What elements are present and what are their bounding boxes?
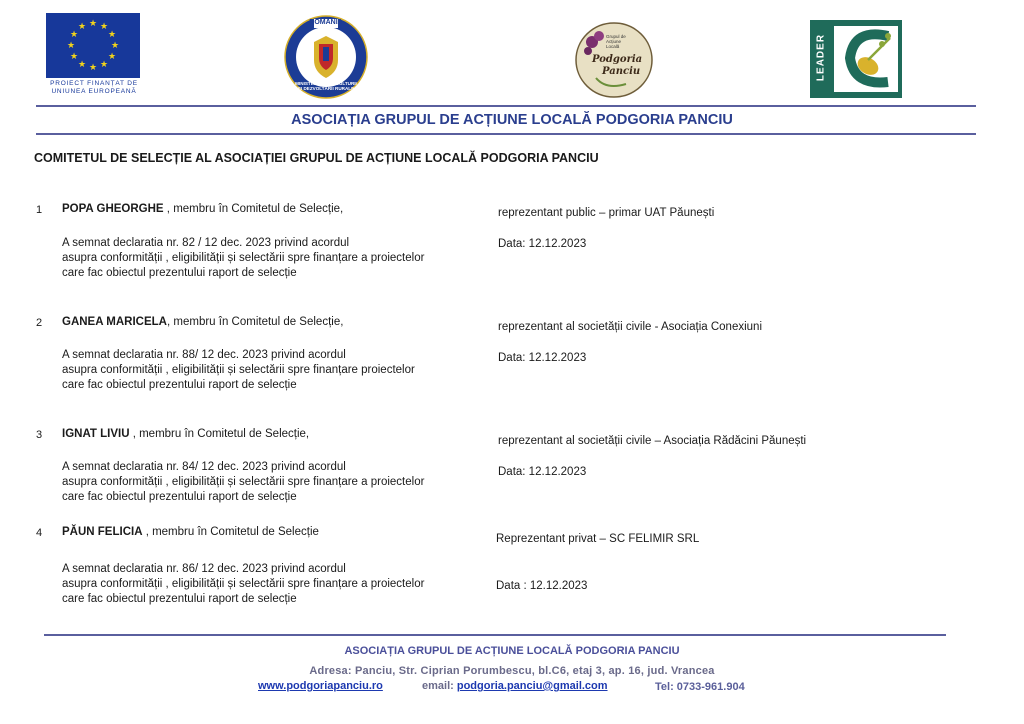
podgoria-name-2: Panciu [602,66,641,77]
committee-title: COMITETUL DE SELECȚIE AL ASOCIAȚIEI GRUPUL DE ACȚIUNE LOCALĂ PODGORIA PANCIU [34,151,599,165]
declaration-line: A semnat declaratia nr. 82 / 12 dec. 2023 privind acordul [62,237,350,249]
svg-text:★: ★ [107,30,117,40]
footer-email-label: email: [422,680,457,692]
svg-text:★: ★ [99,22,109,32]
member-number: 4 [36,527,43,539]
footer-email-link[interactable]: podgoria.panciu@gmail.com [456,680,608,692]
declaration-line: care fac obiectul prezentului raport de selecție [62,379,297,391]
eu-stars-icon [46,13,140,78]
eu-caption [42,80,146,96]
member-date: Data: 12.12.2023 [498,466,587,478]
declaration-line: care fac obiectul prezentului raport de selecție [62,593,297,605]
svg-text:★: ★ [77,60,87,70]
svg-text:★: ★ [107,52,117,62]
member-heading [62,525,319,540]
member-representative: reprezentant al societății civile – Asociația Rădăcini Păunești [498,435,807,447]
seal-ring-text: MINISTERUL AGRICULTURII ȘI DEZVOLTĂRII RURALE [295,81,357,91]
member-declaration [62,460,424,505]
seal-top-text: ROMÂNIA [309,19,343,26]
podgoria-line2: Acțiune [606,39,622,44]
member-declaration [62,348,415,393]
podgoria-line1: Grupul de [606,34,626,39]
declaration-line: A semnat declaratia nr. 88/ 12 dec. 2023 privind acordul [62,349,346,361]
member-role: , membru în Comitetul de Selecție, [163,203,344,215]
footer-website-link[interactable]: www.podgoriapanciu.ro [258,680,383,692]
svg-text:★: ★ [110,41,120,51]
svg-text:★: ★ [88,63,98,73]
member-heading [62,315,343,330]
eu-caption-line1: PROIECT FINANȚAT DE [50,80,138,87]
footer-org-name: ASOCIAȚIA GRUPUL DE ACȚIUNE LOCALĂ PODGORIA PANCIU [344,645,680,657]
member-role: , membru în Comitetul de Selecție [142,526,319,538]
member-date: Data: 12.12.2023 [498,352,587,364]
member-date: Data: 12.12.2023 [498,238,587,250]
member-representative: Reprezentant privat – SC FELIMIR SRL [496,533,700,545]
member-declaration [62,562,424,607]
member-heading [62,202,343,217]
svg-text:★: ★ [69,52,79,62]
svg-text:★: ★ [66,41,76,51]
header-rule-bottom [36,133,976,135]
podgoria-line3: Locală [606,44,620,49]
footer-address: Adresa: Panciu, Str. Ciprian Porumbescu, bl.C6, etaj 3, ap. 16, jud. Vrancea [309,665,715,677]
member-representative: reprezentant public – primar UAT Păunești [498,207,715,219]
svg-text:★: ★ [88,19,98,29]
member-name: POPA GHEORGHE [62,203,164,215]
declaration-line: asupra conformității , eligibilității și selectării spre finanțare a proiectelor [62,476,425,488]
header-rule-top [36,105,976,107]
member-representative: reprezentant al societății civile - Asociația Conexiuni [498,321,762,333]
svg-text:★: ★ [69,30,79,40]
member-declaration [62,236,424,281]
declaration-line: asupra conformității , eligibilității și selectării spre finanțare a proiectelor [62,252,425,264]
podgoria-panciu-logo [574,20,654,100]
member-name: PĂUN FELICIA [62,526,143,538]
member-name: GANEA MARICELA [62,316,167,328]
declaration-line: asupra conformității , eligibilității și selectării spre finanțare a proiectelor [62,578,425,590]
member-heading [62,427,309,442]
footer-rule [44,634,946,636]
member-number: 1 [36,204,43,216]
member-number: 3 [36,429,43,441]
member-role: , membru în Comitetul de Selecție, [167,316,344,328]
footer-phone: Tel: 0733-961.904 [655,681,745,693]
svg-text:★: ★ [77,22,87,32]
member-name: IGNAT LIVIU [62,428,130,440]
member-role: , membru în Comitetul de Selecție, [129,428,310,440]
leader-logo [810,20,902,98]
eu-caption-line2: UNIUNEA EUROPEANĂ [51,88,137,95]
declaration-line: care fac obiectul prezentului raport de selecție [62,491,297,503]
declaration-line: A semnat declaratia nr. 84/ 12 dec. 2023 privind acordul [62,461,346,473]
leader-label: LEADER [815,33,827,82]
footer-email [422,680,608,692]
member-date: Data : 12.12.2023 [496,580,588,592]
member-number: 2 [36,317,43,329]
podgoria-small-text [606,34,626,49]
svg-text:★: ★ [99,60,109,70]
declaration-line: care fac obiectul prezentului raport de selecție [62,267,297,279]
declaration-line: A semnat declaratia nr. 86/ 12 dec. 2023 privind acordul [62,563,346,575]
podgoria-name-1: Podgoria [592,54,643,65]
ministry-seal-logo [283,14,369,100]
header-title: ASOCIAȚIA GRUPUL DE ACȚIUNE LOCALĂ PODGORIA PANCIU [291,112,733,128]
declaration-line: asupra conformității , eligibilității și selectării spre finanțare proiectelor [62,364,415,376]
eu-flag-logo [46,13,140,78]
